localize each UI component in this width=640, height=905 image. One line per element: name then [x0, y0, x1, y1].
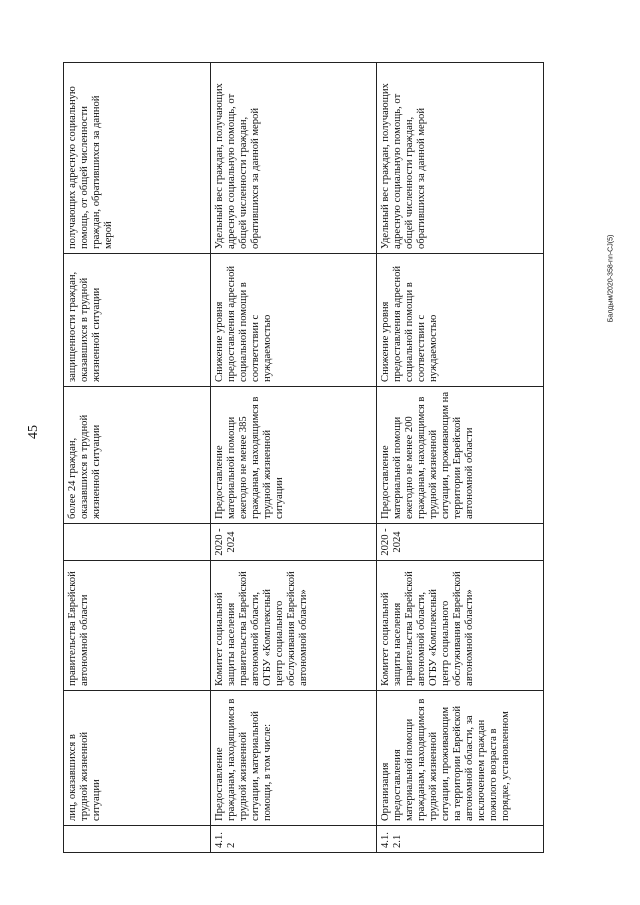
consequence: Снижение уровня предоставления адресной социальной помощи в соответствии с нуждаемостью [377, 254, 544, 387]
row-number: 4.1.2.1 [377, 826, 544, 853]
row-number [64, 826, 211, 853]
document-code: Балдым/2020-358-nn-CJ(5) [607, 234, 615, 323]
page-number: 45 [26, 425, 41, 439]
indicator: Удельный вес граждан, получающих адресную социальную помощь, от общей численности граждан, обратившихся за данной мерой [377, 63, 544, 254]
executor: правительства Еврейской автономной области [64, 561, 211, 691]
indicator: получающих адресную социальную помощь, от общей численности граждан, обратившихся за данной мерой [64, 63, 211, 254]
executor: Комитет социальной защиты населения правительства Еврейской автономной области, ОГБУ «Комплексный центр социального обслуживания Еврейской автономной области» [377, 561, 544, 691]
consequence: Снижение уровня предоставления адресной социальной помощи в соответствии с нуждаемостью [211, 254, 377, 387]
measure-name: Предоставление гражданам, находящимся в трудной жизненной ситуации, материальной помощи, в том числе: [211, 691, 377, 826]
measure-name: Организация предоставления материальной помощи гражданам, находящимся в трудной жизненной ситуации, проживающим на территории Еврейской автономной области, за исключением граждан пожилого возраста в порядке, установленном [377, 691, 544, 826]
table-row [377, 63, 544, 853]
row-number: 4.1.2 [211, 826, 377, 853]
measure-name: лиц, оказавшихся в трудной жизненной ситуации [64, 691, 211, 826]
expected-result: более 24 граждан, оказавшихся в трудной жизненной ситуации [64, 387, 211, 524]
expected-result: Предоставление материальной помощи ежегодно не менее 200 гражданам, находящимся в трудной жизненной ситуации, проживающим на территории Еврейской автономной области [377, 387, 544, 524]
expected-result: Предоставление материальной помощи ежегодно не менее 385 гражданам, находящимся в трудной жизненной ситуации [211, 387, 377, 524]
consequence: защищенности граждан, оказавшихся в трудной жизненной ситуации [64, 254, 211, 387]
executor: Комитет социальной защиты населения правительства Еврейской автономной области, ОГБУ «Комплексный центр социального обслуживания Еврейской автономной области» [211, 561, 377, 691]
table-row [211, 63, 377, 853]
rotated-table-page [63, 63, 543, 853]
indicator: Удельный вес граждан, получающих адресную социальную помощь, от общей численности граждан, обратившихся за данной мерой [211, 63, 377, 254]
period: 2020 - 2024 [377, 524, 544, 561]
period [64, 524, 211, 561]
period: 2020 - 2024 [211, 524, 377, 561]
measures-table [63, 62, 544, 853]
table-row [64, 63, 211, 853]
